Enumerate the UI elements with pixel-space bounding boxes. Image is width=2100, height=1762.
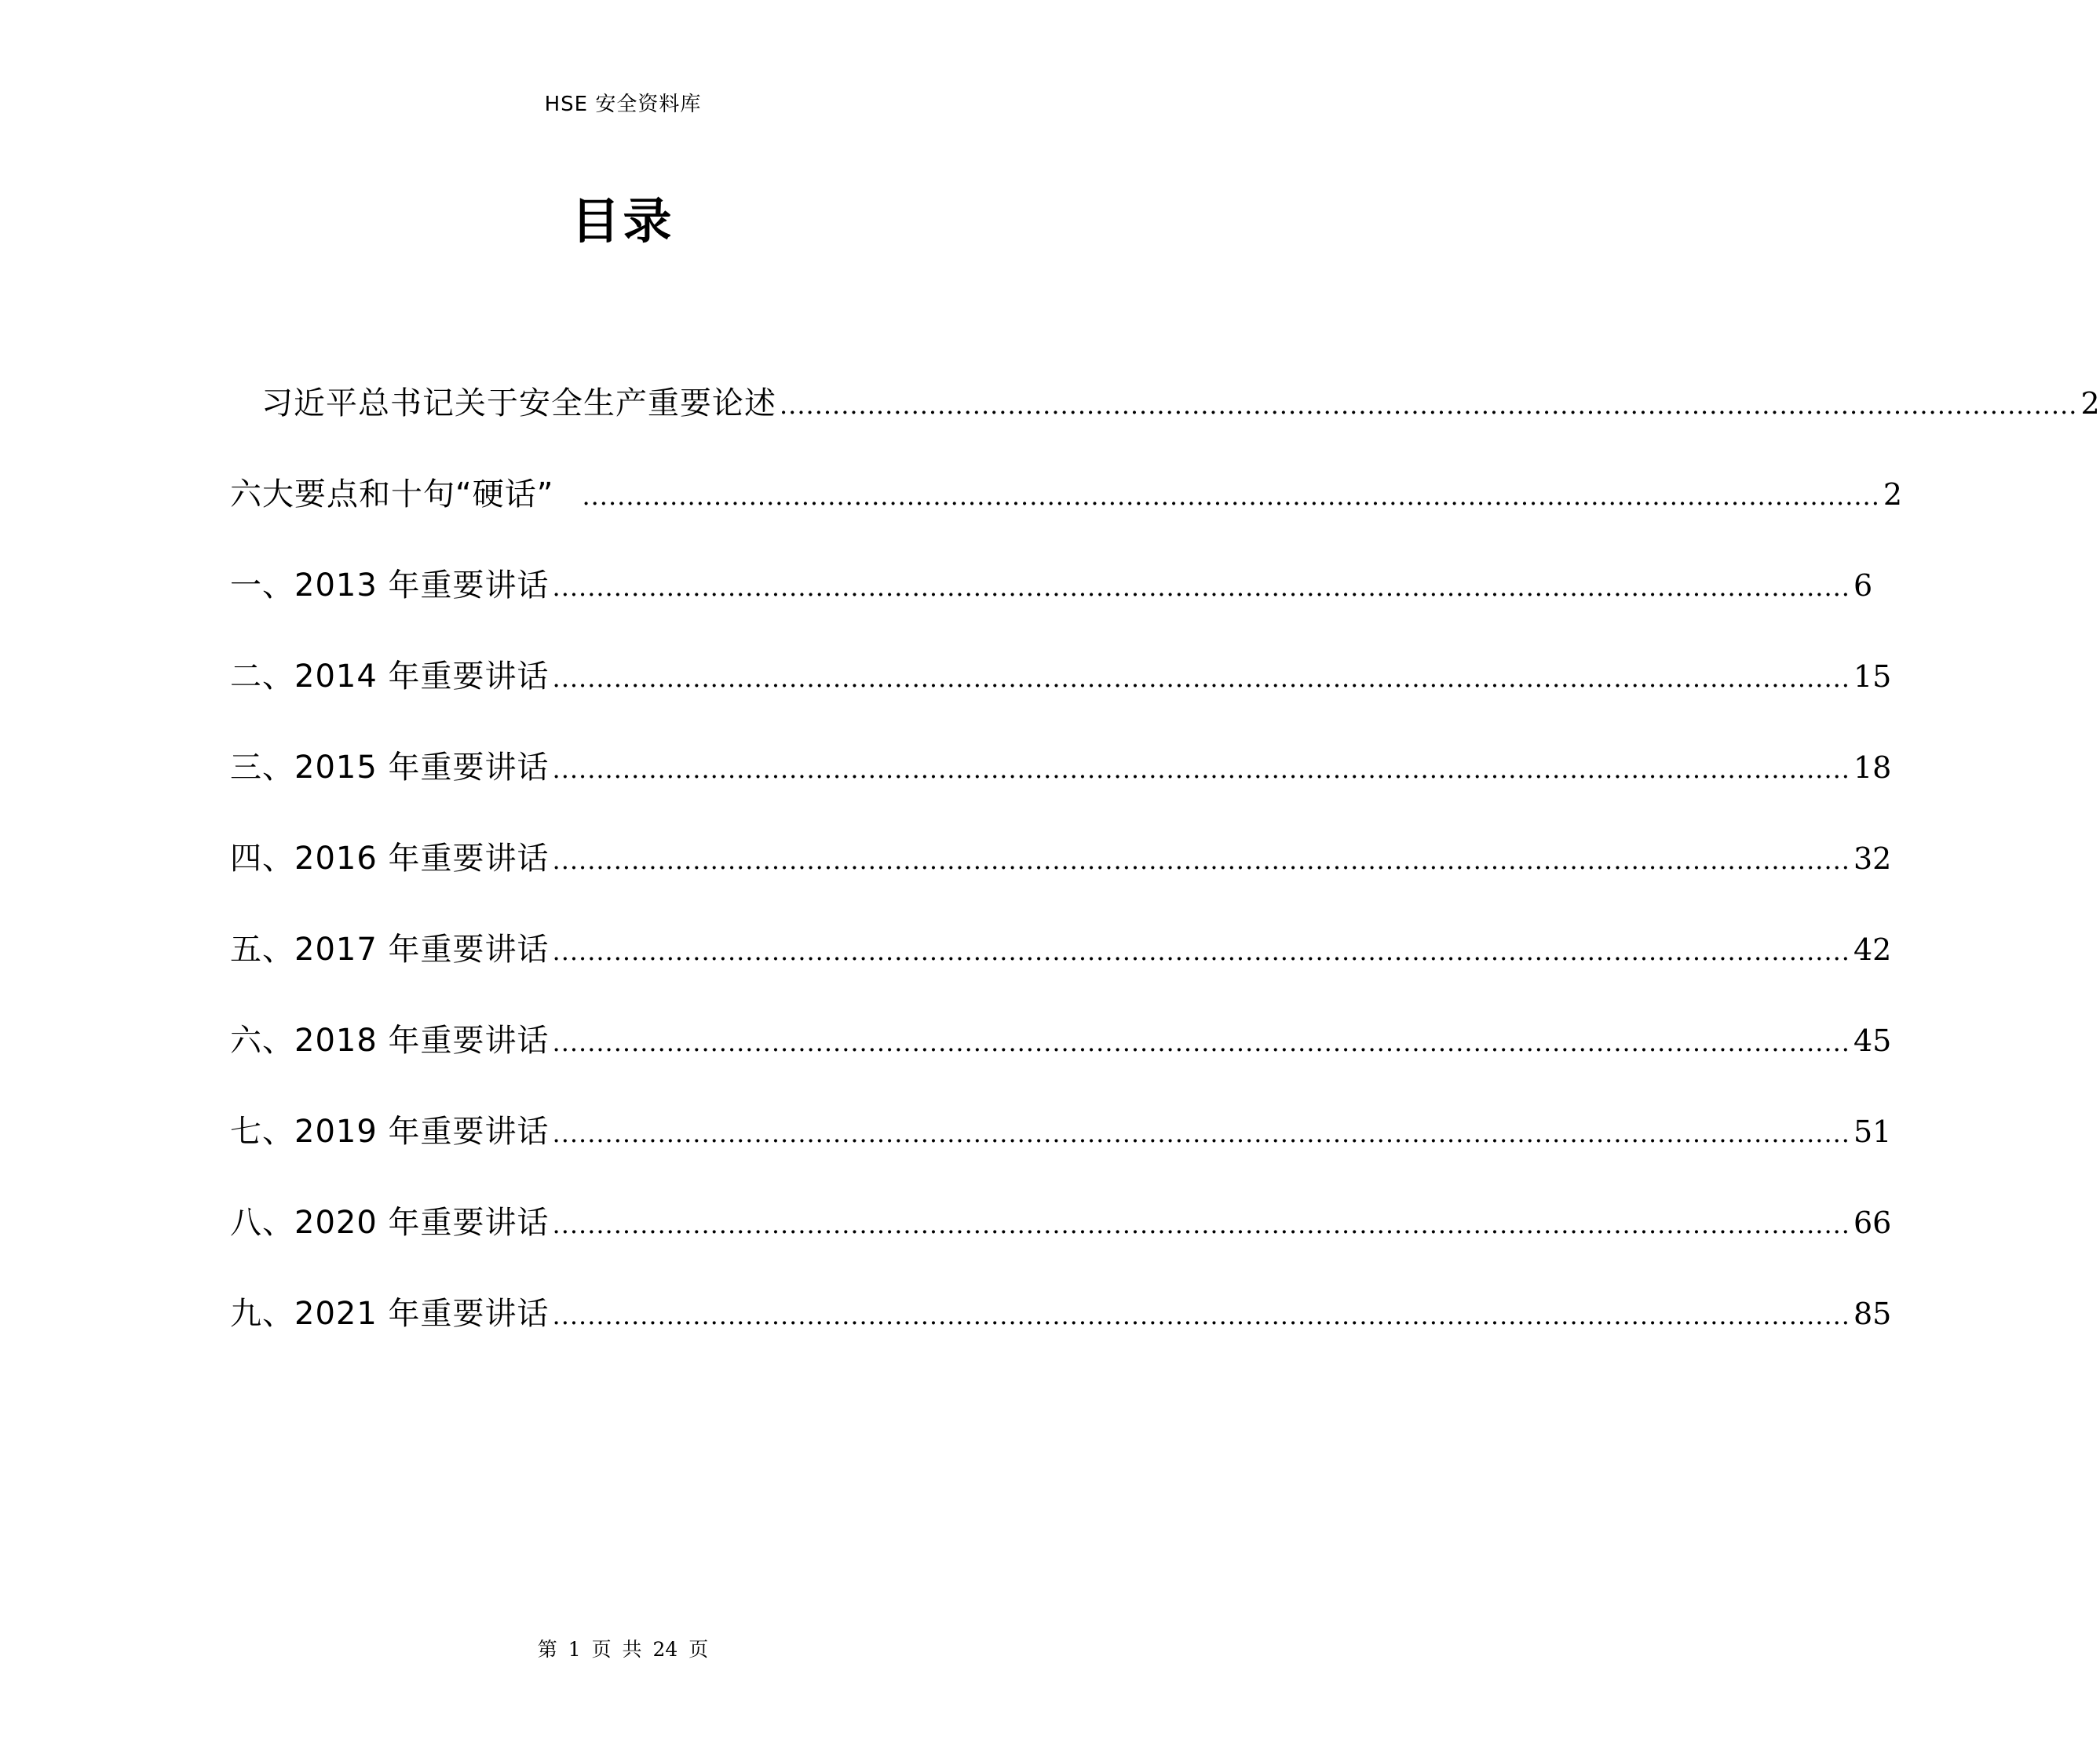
- page-footer: 第 1 页 共 24 页: [537, 1638, 709, 1661]
- toc-entry-label: 三、2015 年重要讲话: [230, 750, 550, 786]
- toc-entry[interactable]: [230, 834, 1892, 925]
- page-title: 目录: [571, 192, 675, 250]
- toc-entry[interactable]: [230, 1107, 1892, 1198]
- toc-entry[interactable]: [230, 469, 1903, 560]
- toc-entry-page: 45: [1853, 1023, 1892, 1058]
- toc-entry[interactable]: [230, 560, 1873, 651]
- toc-entry-label: 四、2016 年重要讲话: [230, 841, 550, 877]
- toc-entry-page: 51: [1853, 1114, 1892, 1149]
- toc-entry-page: 2: [2080, 386, 2100, 421]
- page-header: HSE 安全资料库: [544, 93, 702, 116]
- toc-entry-page: 15: [1853, 659, 1892, 694]
- toc-entry-page: 66: [1853, 1206, 1892, 1240]
- toc-entry-page: 42: [1853, 932, 1892, 967]
- toc-entry-page: 32: [1853, 841, 1892, 876]
- toc-leader-dots: ....................................................................................................................................................: [552, 754, 1850, 784]
- toc-leader-dots: ....................................................................................................................................................: [552, 1118, 1850, 1148]
- toc-leader-dots: ....................................................................................................................................................: [552, 1301, 1850, 1330]
- toc-entry-page: 6: [1853, 568, 1873, 603]
- toc-leader-dots: ....................................................................................................................................................: [552, 936, 1850, 966]
- toc-entry-label: 一、2013 年重要讲话: [230, 567, 550, 604]
- toc-entry-label: 六大要点和十句“硬话”: [230, 476, 554, 513]
- toc-entry[interactable]: [230, 742, 1892, 834]
- toc-entry[interactable]: [230, 378, 2100, 469]
- toc-entry[interactable]: [230, 1289, 1892, 1380]
- toc-entry[interactable]: [230, 925, 1892, 1016]
- toc-entry-page: 18: [1853, 750, 1892, 785]
- toc-entry-label: 八、2020 年重要讲话: [230, 1205, 550, 1241]
- toc-leader-dots: ....................................................................................................................................................: [552, 572, 1850, 602]
- toc-leader-dots: ....................................................................................................................................................: [552, 845, 1850, 875]
- toc-entry[interactable]: [230, 1016, 1892, 1107]
- toc-entry-label: 九、2021 年重要讲话: [230, 1296, 550, 1332]
- toc-entry-page: 85: [1853, 1297, 1892, 1331]
- toc-entry-label: 五、2017 年重要讲话: [230, 932, 550, 968]
- toc-leader-dots: ....................................................................................................................................................: [552, 1027, 1850, 1057]
- toc-entry[interactable]: [230, 1198, 1892, 1289]
- toc-entry-label: 六、2018 年重要讲话: [230, 1023, 550, 1059]
- toc-entry-page: 2: [1883, 477, 1903, 512]
- toc-leader-dots: ....................................................................................................................................................: [780, 390, 2078, 420]
- toc-leader-dots: ....................................................................................................................................................: [552, 663, 1850, 693]
- toc-entry-label: 习近平总书记关于安全生产重要论述: [261, 385, 776, 421]
- toc-entry-label: 七、2019 年重要讲话: [230, 1114, 550, 1150]
- toc-leader-dots: ....................................................................................................................................................: [582, 481, 1880, 511]
- toc-entry[interactable]: [230, 651, 1892, 742]
- table-of-contents: [230, 378, 2100, 1380]
- toc-entry-label: 二、2014 年重要讲话: [230, 658, 550, 695]
- toc-leader-dots: ....................................................................................................................................................: [552, 1209, 1850, 1239]
